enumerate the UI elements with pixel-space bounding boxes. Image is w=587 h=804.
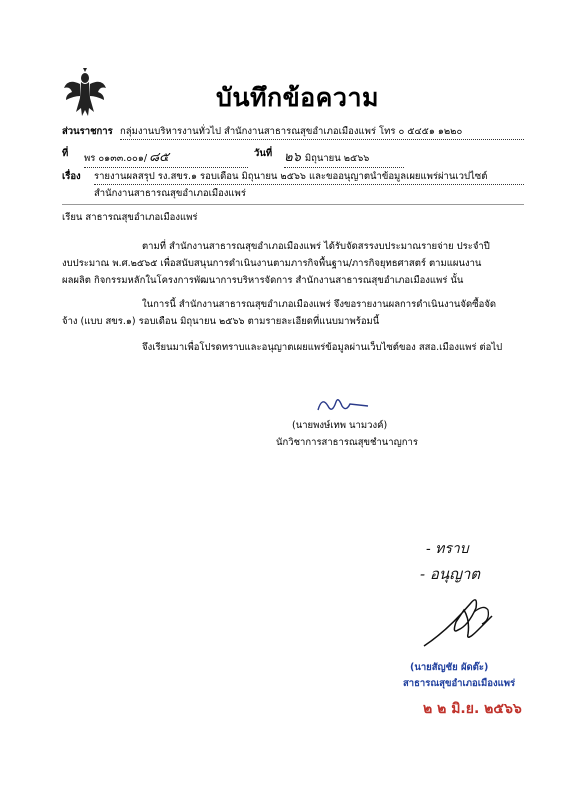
- department-value: กลุ่มงานบริหารงานทั่วไป สำนักงานสาธารณสุขอำเภอเมืองแพร่ โทร ๐ ๕๔๕๑ ๑๒๒๐: [120, 124, 524, 140]
- signer-signature: [314, 394, 372, 416]
- date-rest: มิถุนายน ๒๕๖๖: [304, 153, 370, 164]
- approver-signature: [418, 590, 498, 652]
- approval-note-permit: - อนุญาต: [420, 565, 481, 583]
- ref-label: ที่: [62, 148, 69, 159]
- paragraph-3-line-1: จึงเรียนมาเพื่อโปรดทราบและอนุญาตเผยแพร่ข้อมูลผ่านเว็บไซต์ของ สสอ.เมืองแพร่ ต่อไป: [142, 342, 503, 353]
- header-divider: [62, 204, 524, 205]
- ref-value-field: [84, 146, 248, 168]
- approver-stamp-name: (นายสัญชัย ผัดต๊ะ): [410, 662, 489, 673]
- date-value-field: [284, 146, 404, 168]
- date-label: วันที่: [254, 148, 273, 159]
- page-title: บันทึกข้อความ: [216, 83, 379, 112]
- ref-handwritten: ๘๕: [149, 150, 169, 165]
- date-day-handwritten: ๒๖: [284, 150, 301, 165]
- paragraph-1-line-3: ผลผลิต กิจกรรมหลักในโครงการพัฒนาการบริหารจัดการ สำนักงานสาธารณสุขอำเภอเมืองแพร่ นั้น: [62, 275, 464, 286]
- approver-stamp-title: สาธารณสุขอำเภอเมืองแพร่: [403, 678, 516, 689]
- paragraph-2-line-1: ในการนี้ สำนักงานสาธารณสุขอำเภอเมืองแพร่ จึงขอรายงานผลการดำเนินงานจัดซื้อจัด: [142, 299, 497, 310]
- subject-line-2: สำนักงานสาธารณสุขอำเภอเมืองแพร่: [94, 188, 246, 199]
- paragraph-1-line-1: ตามที่ สำนักงานสาธารณสุขอำเภอเมืองแพร่ ได้รับจัดสรรงบประมาณรายจ่าย ประจำปี: [142, 241, 490, 252]
- subject-label: เรื่อง: [62, 171, 81, 182]
- ref-value: พร ๐๑๓๓.๐๐๑/: [84, 153, 148, 164]
- department-label: ส่วนราชการ: [62, 126, 113, 137]
- approval-date-stamp: ๒ ๒ มิ.ย. ๒๕๖๖: [423, 701, 522, 717]
- garuda-emblem: [62, 68, 108, 118]
- paragraph-2-line-2: จ้าง (แบบ สขร.๑) รอบเดือน มิถุนายน ๒๕๖๖ ตามรายละเอียดที่แนบมาพร้อมนี้: [62, 316, 380, 327]
- signer-name: (นายพงษ์เทพ นามวงค์): [292, 420, 388, 431]
- signer-position: นักวิชาการสาธารณสุขชำนาญการ: [276, 437, 418, 448]
- subject-line-1: รายงานผลสรุป รง.สขร.๑ รอบเดือน มิถุนายน ๒๕๖๖ และขออนุญาตนำข้อมูลเผยแพร่ผ่านเวปไซต์: [94, 169, 524, 185]
- paragraph-1-line-2: งบประมาณ พ.ศ.๒๕๖๕ เพื่อสนับสนุนการดำเนินงานตามภารกิจพื้นฐาน/ภารกิจยุทธศาสตร์ ตามแผนงาน: [62, 258, 482, 269]
- salutation: เรียน สาธารณสุขอำเภอเมืองแพร่: [62, 212, 198, 223]
- approval-note-ack: - ทราบ: [426, 541, 469, 557]
